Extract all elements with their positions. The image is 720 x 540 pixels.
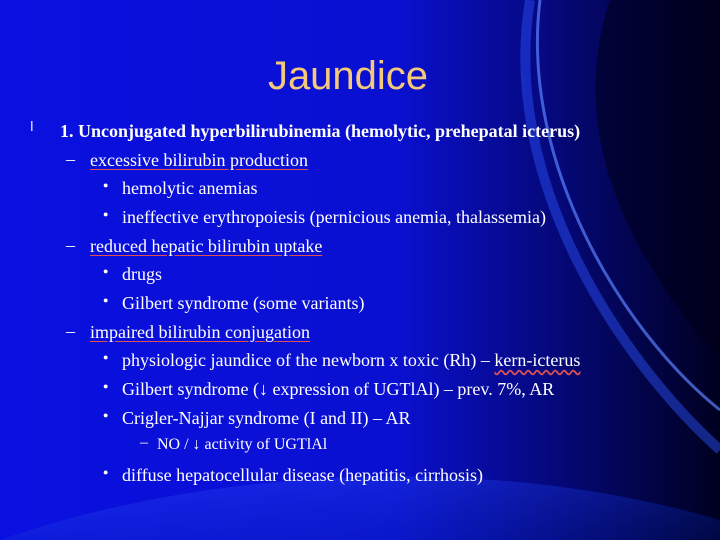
sub-bullet-icon: ●: [103, 410, 109, 420]
slide-title: Jaundice: [267, 54, 429, 98]
item-physiologic-jaundice: [122, 349, 580, 371]
item-kern-icterus: kern-icterus: [494, 350, 581, 370]
sub-bullet-icon: ●: [103, 467, 109, 477]
item-diffuse-hepatocellular: diffuse hepatocellular disease (hepatitis, cirrhosis): [122, 465, 484, 485]
sub-bullet-icon: ●: [103, 209, 109, 219]
item-reduced-uptake: reduced hepatic bilirubin uptake: [90, 236, 323, 256]
sub-bullet-icon: ●: [103, 381, 109, 391]
item-gilbert-expression: Gilbert syndrome (↓ expression of UGTlAl) – prev. 7%, AR: [122, 379, 555, 399]
sub-bullet-icon: ●: [103, 295, 109, 305]
dash-icon: –: [66, 321, 75, 341]
item-hemolytic-anemias: hemolytic anemias: [122, 178, 258, 198]
item-ineffective-erythropoiesis: ineffective erythropoiesis (pernicious anemia, thalassemia): [122, 207, 547, 227]
dash-icon: –: [66, 149, 75, 169]
dash-icon: –: [140, 434, 148, 451]
item-gilbert-variants: Gilbert syndrome (some variants): [122, 293, 365, 313]
sub-bullet-icon: ●: [103, 180, 109, 190]
item-excessive-production: excessive bilirubin production: [90, 150, 308, 170]
item-unconjugated: [60, 120, 580, 142]
item-crigler-najjar: Crigler-Najjar syndrome (I and II) – AR: [122, 408, 411, 428]
item-drugs: drugs: [122, 264, 162, 284]
sub-bullet-icon: ●: [103, 352, 109, 362]
dash-icon: –: [66, 235, 75, 255]
bullet-icon: l: [30, 120, 34, 135]
sub-bullet-icon: ●: [103, 266, 109, 276]
item-impaired-conjugation: impaired bilirubin conjugation: [90, 322, 310, 342]
item-physiologic-text: physiologic jaundice of the newborn x toxic (Rh) –: [122, 350, 495, 370]
item-no-activity: NO / ↓ activity of UGTlAl: [157, 436, 328, 453]
item-unconjugated-detail: (hemolytic, prehepatal icterus): [340, 121, 581, 141]
item-unconjugated-heading: 1. Unconjugated hyperbilirubinemia: [60, 121, 341, 141]
